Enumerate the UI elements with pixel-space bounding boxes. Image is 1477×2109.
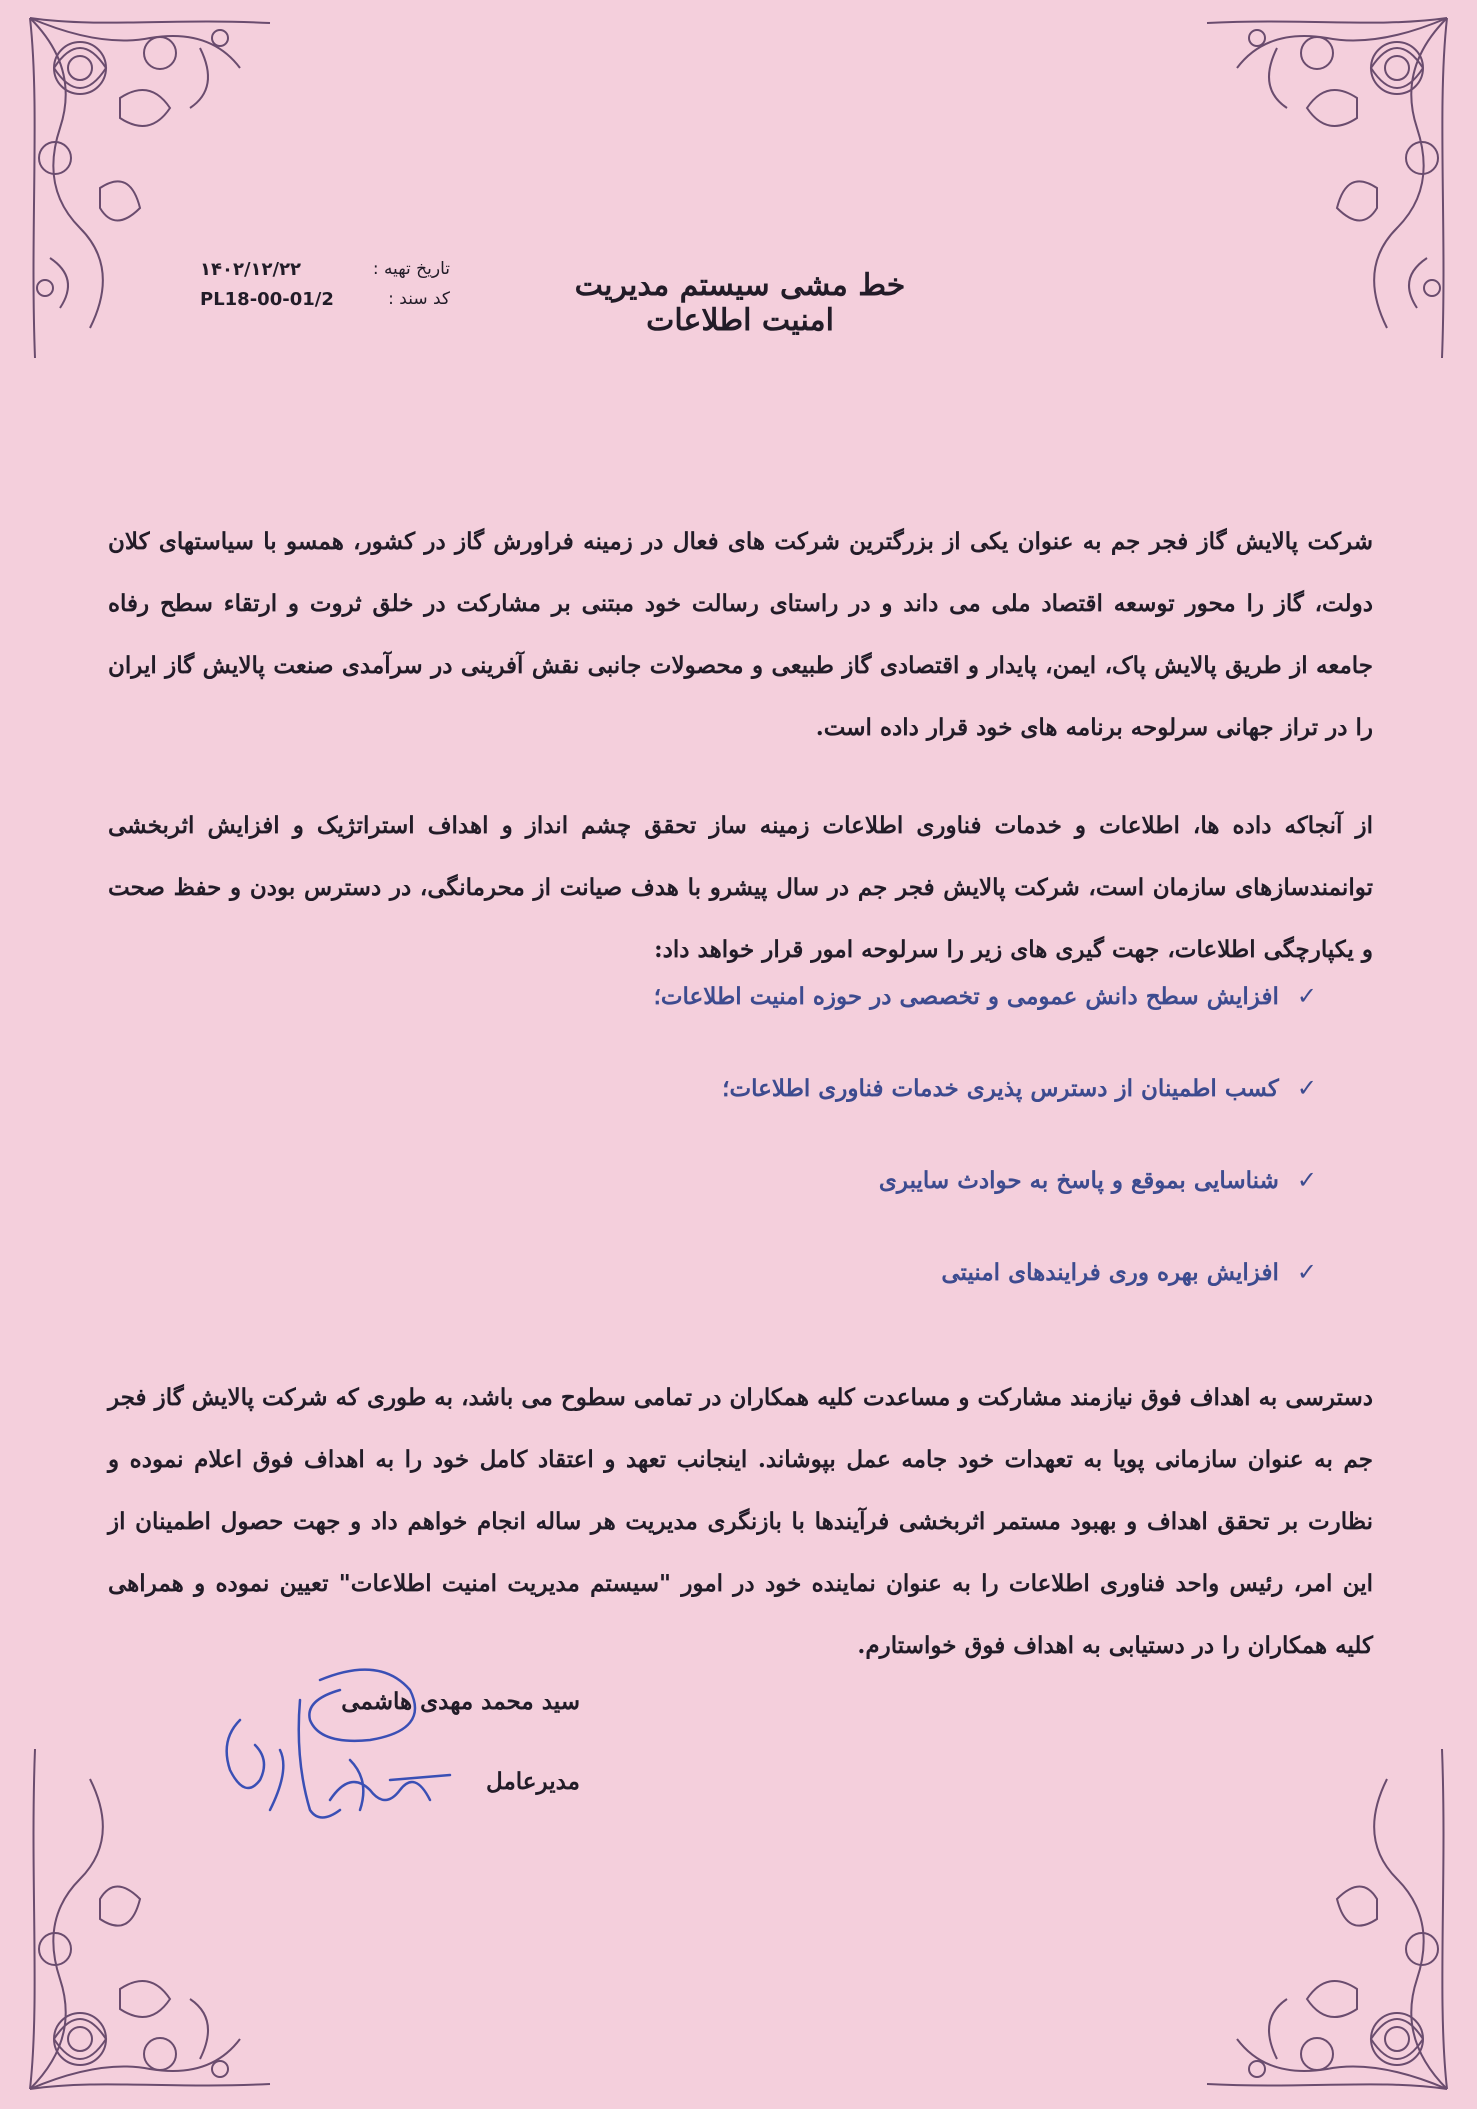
list-item bbox=[317, 1042, 1317, 1134]
corner-ornament-top-left bbox=[20, 8, 280, 368]
code-label: کد سند : bbox=[388, 289, 450, 309]
list-item bbox=[317, 1134, 1317, 1226]
list-item bbox=[317, 950, 1317, 1042]
goal-text: افزایش سطح دانش عمومی و تخصصی در حوزه امنیت اطلاعات؛ bbox=[653, 982, 1279, 1010]
list-item bbox=[317, 1226, 1317, 1318]
checkmark-icon: ✓ bbox=[1296, 1166, 1317, 1194]
document-meta bbox=[200, 254, 450, 314]
signatory-name: سید محمد مهدی هاشمی bbox=[341, 1688, 580, 1715]
goal-text: افزایش بهره وری فرایندهای امنیتی bbox=[941, 1258, 1279, 1286]
goal-text: شناسایی بموقع و پاسخ به حوادث سایبری bbox=[878, 1166, 1279, 1194]
goals-list bbox=[317, 950, 1317, 1318]
floral-ornament-icon bbox=[1197, 1739, 1457, 2099]
checkmark-icon: ✓ bbox=[1296, 982, 1317, 1010]
checkmark-icon: ✓ bbox=[1296, 1074, 1317, 1102]
document-title: خط مشی سیستم مدیریت امنیت اطلاعات bbox=[574, 268, 906, 338]
floral-ornament-icon bbox=[20, 8, 280, 368]
signatory-title: مدیرعامل bbox=[486, 1768, 580, 1795]
corner-ornament-bottom-right bbox=[1197, 1739, 1457, 2099]
paragraph-mission: شرکت پالایش گاز فجر جم به عنوان یکی از بزرگترین شرکت های فعال در زمینه فراورش گاز در کشور، همسو با سیاستهای کلان دولت، گاز را محور توسعه اقتصاد ملی می داند و در راستای رسالت خود مبتنی بر مشارکت در خلق ثروت و ارتقاء سطح رفاه جامعه از طریق پالایش پاک، ایمن، پایدار و اقتصادی گاز طبیعی و محصولات جانبی نقش آفرینی در سرآمدی صنعت پالایش گاز ایران را در تراز جهانی سرلوحه برنامه های خود قرار داده است. bbox=[108, 528, 1373, 741]
date-row bbox=[200, 254, 450, 284]
date-label: تاریخ تهیه : bbox=[372, 259, 450, 279]
corner-ornament-top-right bbox=[1197, 8, 1457, 368]
paragraph-commitment: دسترسی به اهداف فوق نیازمند مشارکت و مساعدت کلیه همکاران در تمامی سطوح می باشد، به طوری که شرکت پالایش گاز فجر جم به عنوان سازمانی پویا به تعهدات خود جامه عمل بپوشاند. اینجانب تعهد و اعتقاد کامل خود را به اهداف فوق اعلام نموده و نظارت بر تحقق اهداف و بهبود مستمر اثربخشی فرآیندها با بازنگری مدیریت هر ساله انجام خواهم داد و جهت حصول اطمینان از این امر، رئیس واحد فناوری اطلاعات را به عنوان نماینده خود در امور "سیستم مدیریت امنیت اطلاعات" تعیین نموده و همراهی کلیه همکاران را در دستیابی به اهداف فوق خواستارم. bbox=[108, 1384, 1373, 1659]
paragraph-intro-goals: از آنجاکه داده ها، اطلاعات و خدمات فناوری اطلاعات زمینه ساز تحقق چشم انداز و اهداف استراتژیک و افزایش اثربخشی توانمندسازهای سازمان است، شرکت پالایش فجر جم در سال پیشرو با هدف صیانت از محرمانگی، در دسترس بودن و حفظ صحت و یکپارچگی اطلاعات، جهت گیری های زیر را سرلوحه امور قرار خواهد داد: bbox=[108, 812, 1373, 963]
code-value: PL18-00-01/2 bbox=[200, 288, 334, 310]
date-value: ۱۴۰۲/۱۲/۲۲ bbox=[200, 258, 302, 280]
floral-ornament-icon bbox=[1197, 8, 1457, 368]
signature-block bbox=[200, 1660, 620, 1840]
code-row bbox=[200, 284, 450, 314]
goal-text: کسب اطمینان از دسترس پذیری خدمات فناوری اطلاعات؛ bbox=[722, 1074, 1279, 1102]
handwritten-signature-icon bbox=[200, 1660, 460, 1840]
checkmark-icon: ✓ bbox=[1296, 1258, 1317, 1286]
